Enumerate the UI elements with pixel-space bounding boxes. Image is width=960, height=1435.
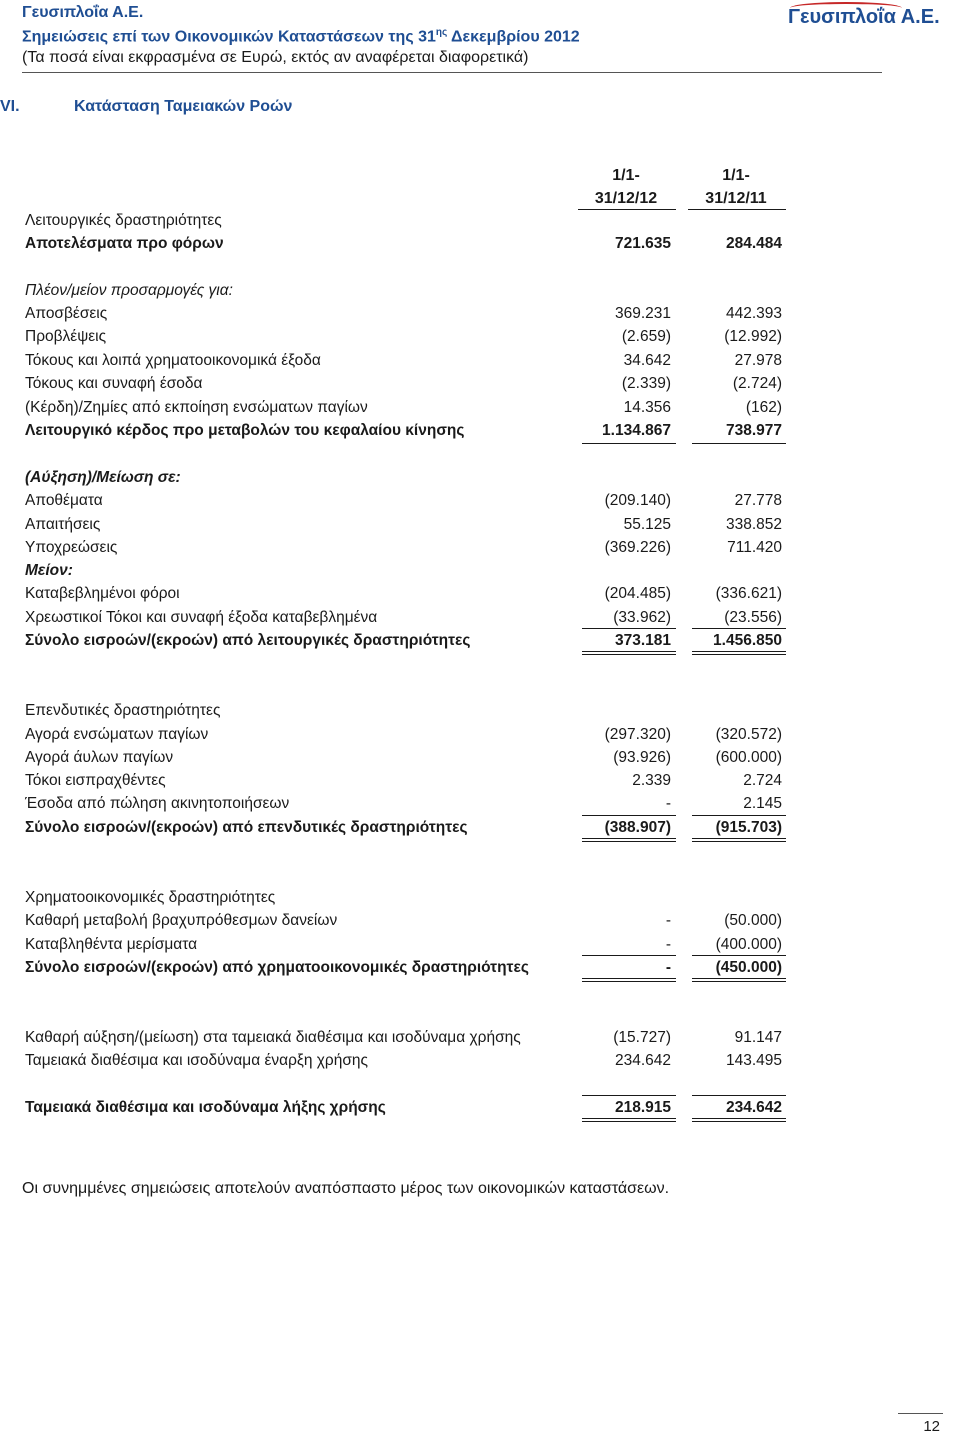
- column-header-2011-line1: 1/1-: [722, 167, 750, 184]
- column-header-2012: [572, 164, 680, 210]
- row-label: Σύνολο εισροών/(εκροών) από λειτουργικές δραστηριότητες: [25, 632, 471, 649]
- row-label: Χρηματοοικονομικές δραστηριότητες: [25, 889, 276, 906]
- row-value-2011: (400.000): [715, 936, 782, 953]
- row-label: Καθαρή μεταβολή βραχυπρόθεσμων δανείων: [25, 912, 338, 929]
- section-number: VI.: [0, 98, 20, 115]
- table-row: [0, 630, 960, 653]
- table-row: [0, 490, 960, 513]
- row-label: Προβλέψεις: [25, 328, 107, 345]
- table-row: [0, 537, 960, 560]
- row-label: (Αύξηση)/Μείωση σε:: [25, 469, 181, 486]
- title-end: Δεκεμβρίου 2012: [447, 28, 580, 46]
- row-label: (Κέρδη)/Ζημίες από εκποίηση ενσώματων παγίων: [25, 399, 368, 416]
- row-value-2012: (204.485): [604, 585, 671, 602]
- table-row: [0, 1050, 960, 1073]
- document-title: [22, 27, 580, 46]
- row-value-2012: -: [665, 795, 671, 812]
- row-value-2012: 234.642: [614, 1052, 671, 1069]
- row-value-2012: 2.339: [632, 772, 671, 789]
- table-row: [0, 817, 960, 840]
- column-header-2011-line2: 31/12/11: [705, 190, 767, 207]
- row-value-2012: -: [665, 936, 671, 953]
- table-row: [0, 770, 960, 793]
- table-row: [0, 420, 960, 443]
- row-value-2012: 34.642: [623, 352, 671, 369]
- table-row: [0, 373, 960, 396]
- company-name: Γευσιπλοΐα Α.Ε.: [22, 4, 144, 21]
- row-value-2011: 738.977: [725, 422, 782, 439]
- row-label: Καταβληθέντα μερίσματα: [25, 936, 198, 953]
- rule-before-closing-cash-2012: [582, 1095, 676, 1096]
- column-header-2011: [682, 164, 790, 210]
- rule-before-operating-total-2012: [582, 628, 676, 629]
- row-value-2012: -: [665, 912, 671, 929]
- rule-before-investing-total-2012: [582, 815, 676, 816]
- row-value-2012: (33.962): [613, 609, 671, 626]
- table-row: [0, 747, 960, 770]
- title-superscript: ης: [435, 27, 448, 38]
- operating-total-underline-2011: [692, 651, 786, 655]
- row-value-2012: (209.140): [604, 492, 671, 509]
- row-value-2011: 234.642: [725, 1099, 782, 1116]
- row-value-2012: (369.226): [604, 539, 671, 556]
- row-value-2011: 442.393: [725, 305, 782, 322]
- table-row: [0, 887, 960, 910]
- section-title: Κατάσταση Ταμειακών Ροών: [74, 98, 293, 115]
- row-label: Καταβεβλημένοι φόροι: [25, 585, 180, 602]
- row-label: Πλέον/μείον προσαρμογές για:: [25, 282, 233, 299]
- table-row: [0, 397, 960, 420]
- table-row: [0, 1097, 960, 1120]
- rule-before-operating-total-2011: [692, 628, 786, 629]
- subtotal-rule-2012: [582, 443, 676, 444]
- table-row: [0, 210, 960, 233]
- page-number: 12: [923, 1418, 940, 1435]
- row-value-2012: -: [665, 959, 671, 976]
- row-value-2012: (2.339): [621, 375, 671, 392]
- row-value-2011: 711.420: [727, 539, 782, 556]
- investing-total-underline-2011: [692, 838, 786, 842]
- row-value-2012: (2.659): [621, 328, 671, 345]
- row-label: Αγορά ενσώματων παγίων: [25, 726, 209, 743]
- subtotal-rule-2011: [692, 443, 786, 444]
- row-value-2011: (320.572): [715, 726, 782, 743]
- row-value-2011: (12.992): [724, 328, 782, 345]
- table-row: [0, 350, 960, 373]
- row-value-2011: 2.724: [743, 772, 782, 789]
- row-value-2011: (600.000): [715, 749, 782, 766]
- financing-total-underline-2011: [692, 978, 786, 982]
- row-label: Τόκους και συναφή έσοδα: [25, 375, 203, 392]
- row-value-2012: 721.635: [614, 235, 671, 252]
- row-value-2012: 218.915: [614, 1099, 671, 1116]
- row-label: Αποτελέσματα προ φόρων: [25, 235, 224, 252]
- table-row: [0, 1027, 960, 1050]
- rule-before-financing-total-2011: [692, 955, 786, 956]
- row-value-2011: (450.000): [715, 959, 782, 976]
- row-label: Χρεωστικοί Τόκοι και συναφή έξοδα καταβεβλημένα: [25, 609, 378, 626]
- operating-total-underline-2012: [582, 651, 676, 655]
- row-label: Απαιτήσεις: [25, 516, 101, 533]
- financing-total-underline-2012: [582, 978, 676, 982]
- row-value-2012: (15.727): [613, 1029, 671, 1046]
- row-label: Αποσβέσεις: [25, 305, 108, 322]
- closing-cash-underline-2012: [582, 1118, 676, 1122]
- table-row: [0, 560, 960, 583]
- page-number-rule: [898, 1413, 943, 1414]
- table-row: [0, 934, 960, 957]
- row-value-2011: 338.852: [725, 516, 782, 533]
- closing-cash-underline-2011: [692, 1118, 786, 1122]
- table-row: [0, 957, 960, 980]
- row-label: Λειτουργικό κέρδος προ μεταβολών του κεφαλαίου κίνησης: [25, 422, 465, 439]
- row-label: Ταμειακά διαθέσιμα και ισοδύναμα έναρξη χρήσης: [25, 1052, 369, 1069]
- row-label: Σύνολο εισροών/(εκροών) από επενδυτικές δραστηριότητες: [25, 819, 468, 836]
- column-header-2012-line1: 1/1-: [612, 167, 640, 184]
- table-row: [0, 514, 960, 537]
- table-row: [0, 700, 960, 723]
- table-row: [0, 583, 960, 606]
- row-value-2011: 91.147: [734, 1029, 782, 1046]
- investing-total-underline-2012: [582, 838, 676, 842]
- row-value-2012: 14.356: [623, 399, 671, 416]
- row-label: Υποχρεώσεις: [25, 539, 118, 556]
- table-row: [0, 467, 960, 490]
- row-label: Τόκους και λοιπά χρηματοοικονομικά έξοδα: [25, 352, 321, 369]
- table-row: [0, 910, 960, 933]
- rule-before-investing-total-2011: [692, 815, 786, 816]
- table-row: [0, 233, 960, 256]
- document-subtitle: (Τα ποσά είναι εκφρασμένα σε Ευρώ, εκτός αν αναφέρεται διαφορετικά): [22, 49, 529, 66]
- row-label: Αποθέματα: [25, 492, 103, 509]
- rule-before-financing-total-2012: [582, 955, 676, 956]
- row-value-2011: 284.484: [725, 235, 782, 252]
- row-value-2012: (93.926): [613, 749, 671, 766]
- footnote: Οι συνημμένες σημειώσεις αποτελούν αναπόσπαστο μέρος των οικονομικών καταστάσεων.: [22, 1180, 670, 1197]
- row-label: Μείον:: [25, 562, 73, 579]
- row-label: Καθαρή αύξηση/(μείωση) στα ταμειακά διαθέσιμα και ισοδύναμα χρήσης: [25, 1029, 521, 1046]
- row-value-2012: 1.134.867: [602, 422, 671, 439]
- row-label: Λειτουργικές δραστηριότητες: [25, 212, 222, 229]
- row-value-2012: 373.181: [614, 632, 671, 649]
- column-header-2012-line2: 31/12/12: [594, 190, 658, 207]
- row-label: Ταμειακά διαθέσιμα και ισοδύναμα λήξης χρήσης: [25, 1099, 386, 1116]
- row-value-2012: 369.231: [614, 305, 671, 322]
- row-value-2011: (162): [745, 399, 782, 416]
- row-value-2011: 143.495: [725, 1052, 782, 1069]
- table-row: [0, 326, 960, 349]
- row-label: Τόκοι εισπραχθέντες: [25, 772, 166, 789]
- table-row: [0, 607, 960, 630]
- header-divider: [22, 72, 882, 73]
- row-value-2012: (388.907): [604, 819, 671, 836]
- row-value-2011: (2.724): [732, 375, 782, 392]
- table-row: [0, 793, 960, 816]
- title-main: Σημειώσεις επί των Οικονομικών Καταστάσεων της 31: [22, 28, 436, 46]
- row-label: Αγορά άυλων παγίων: [25, 749, 174, 766]
- table-row: [0, 280, 960, 303]
- row-value-2011: 27.778: [734, 492, 782, 509]
- row-value-2012: 55.125: [623, 516, 671, 533]
- row-label: Σύνολο εισροών/(εκροών) από χρηματοοικονομικές δραστηριότητες: [25, 959, 529, 976]
- row-value-2011: (915.703): [715, 819, 782, 836]
- row-label: Έσοδα από πώληση ακινητοποιήσεων: [25, 795, 290, 812]
- table-row: [0, 303, 960, 326]
- company-logo: Γευσιπλοΐα Α.Ε.: [788, 6, 940, 28]
- row-value-2011: (50.000): [724, 912, 782, 929]
- row-label: Επενδυτικές δραστηριότητες: [25, 702, 221, 719]
- row-value-2011: 2.145: [743, 795, 782, 812]
- row-value-2011: (336.621): [715, 585, 782, 602]
- table-row: [0, 724, 960, 747]
- row-value-2011: 1.456.850: [713, 632, 782, 649]
- row-value-2011: (23.556): [724, 609, 782, 626]
- row-value-2011: 27.978: [734, 352, 782, 369]
- row-value-2012: (297.320): [604, 726, 671, 743]
- rule-before-closing-cash-2011: [692, 1095, 786, 1096]
